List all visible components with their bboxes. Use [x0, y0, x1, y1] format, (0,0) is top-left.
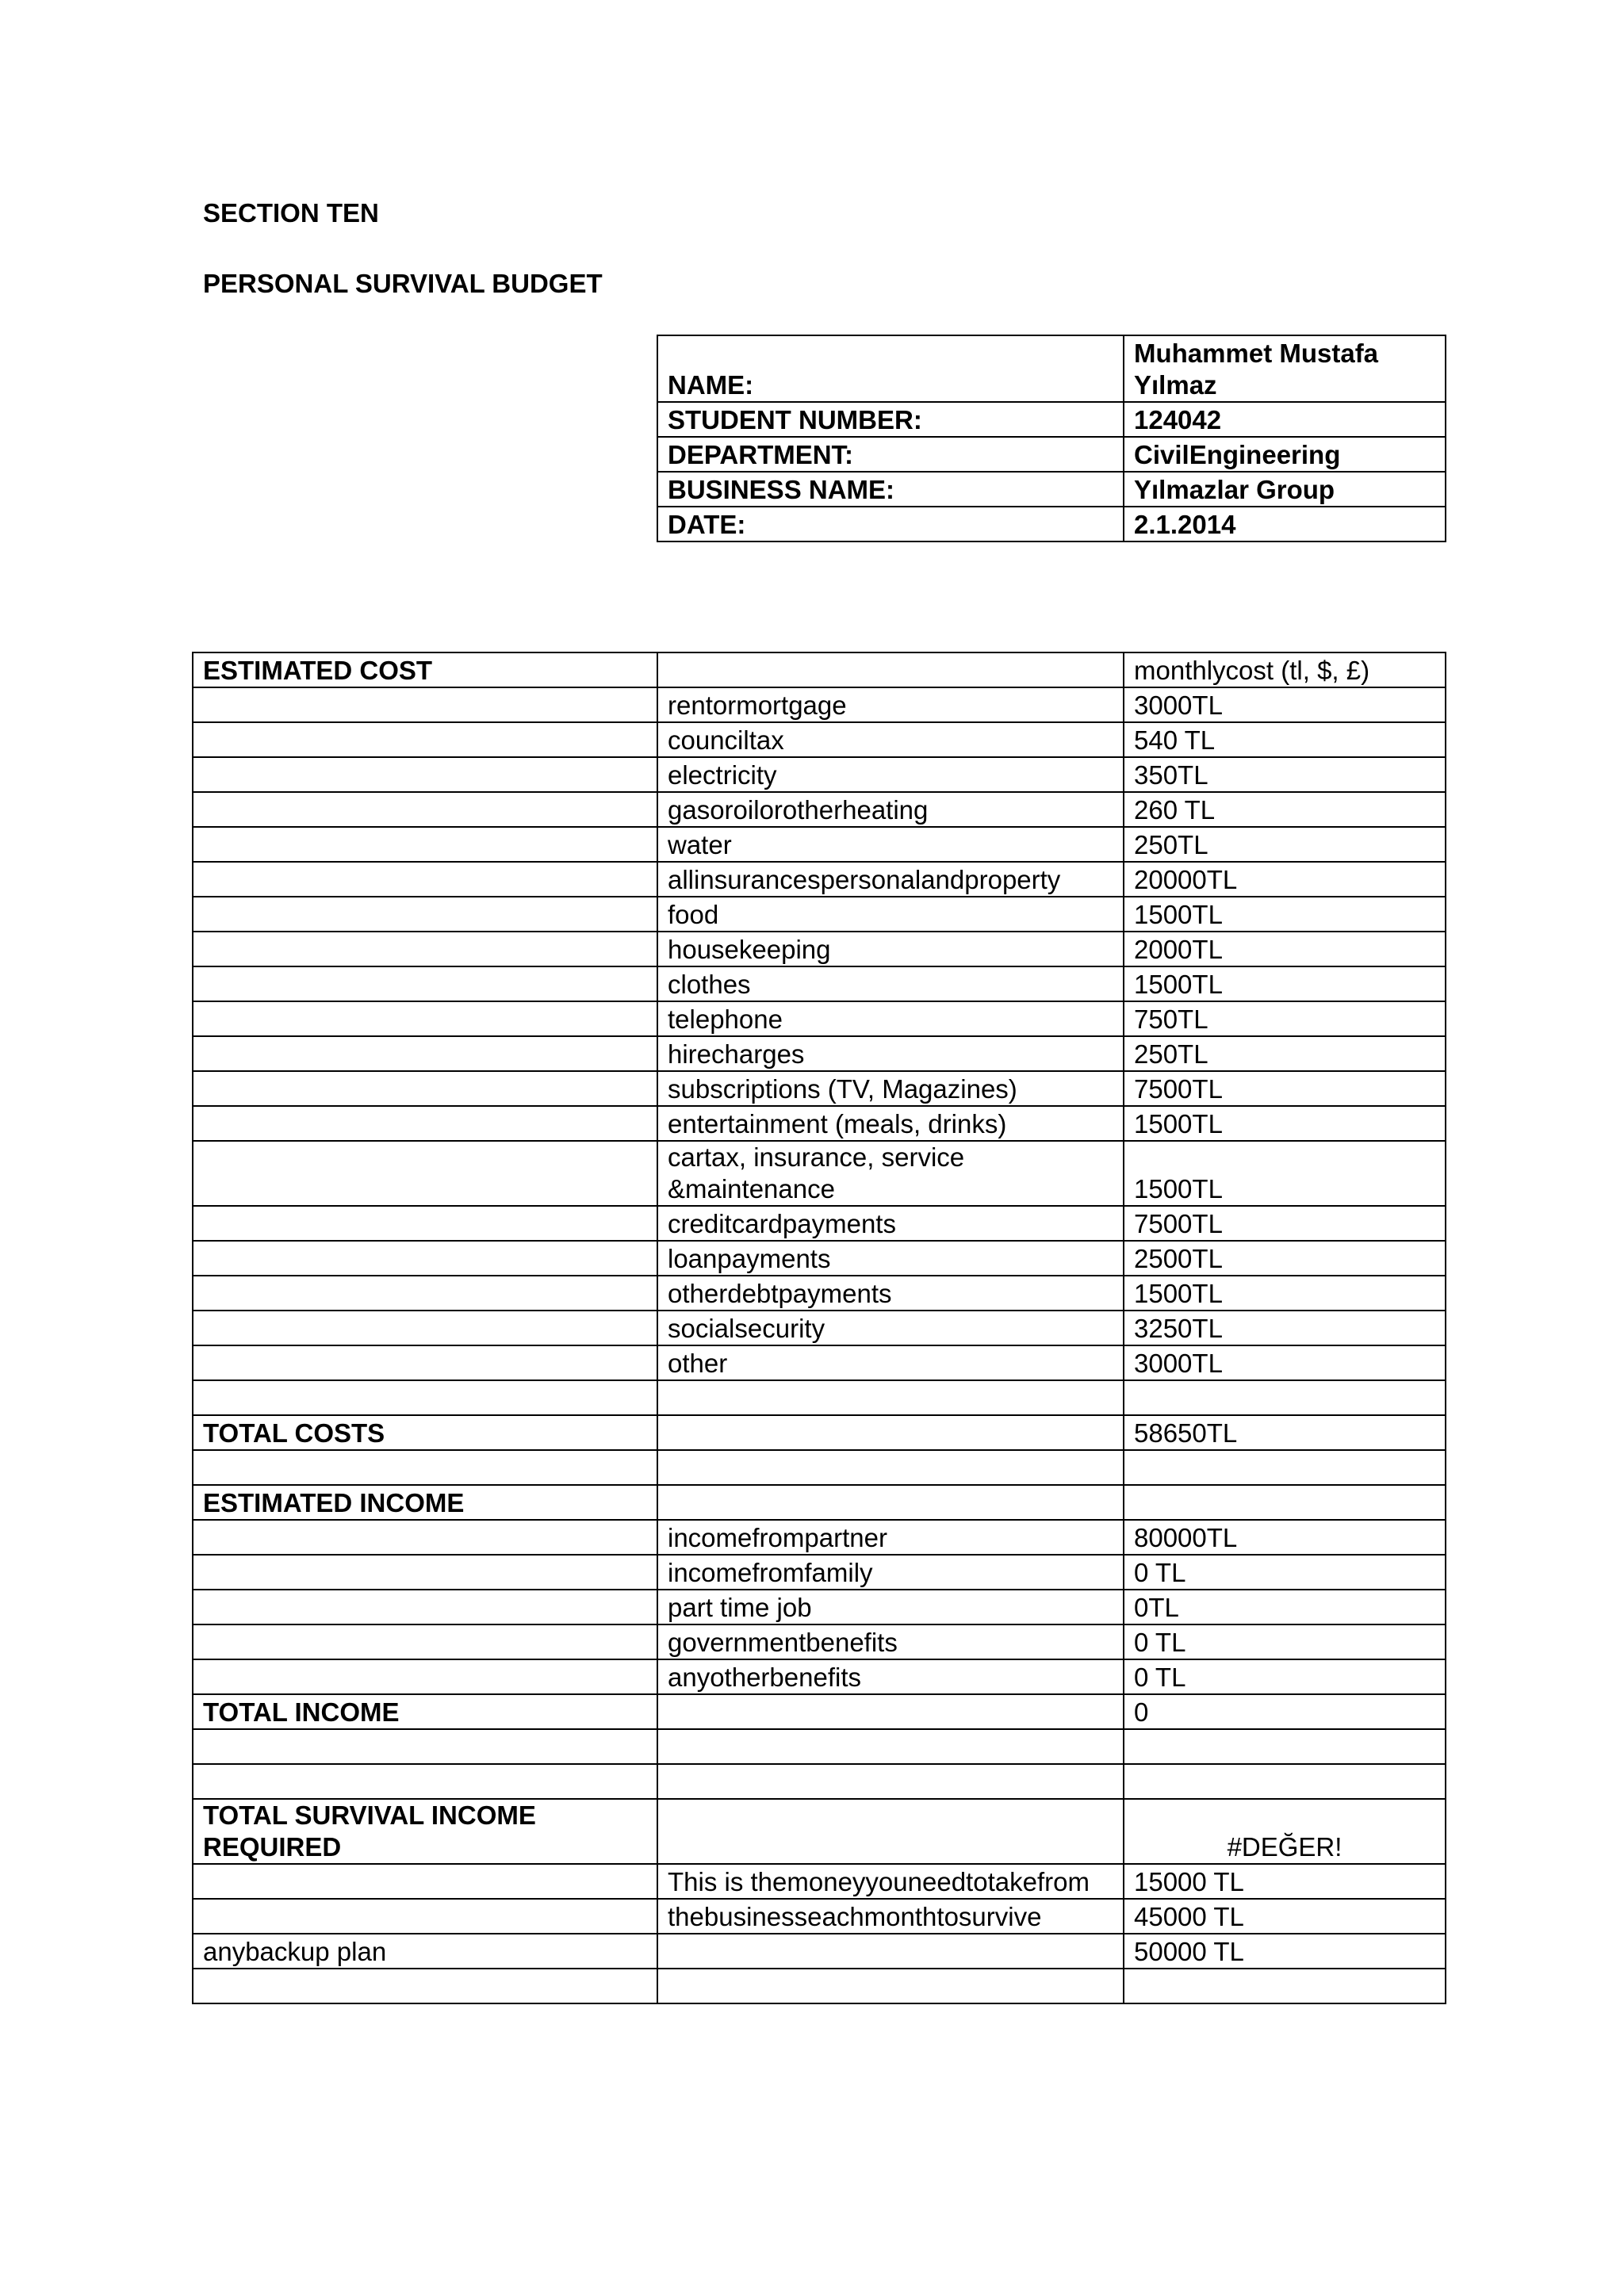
empty-cell [657, 1799, 1124, 1864]
table-row [193, 966, 1446, 1001]
empty-cell [193, 1206, 657, 1241]
empty-cell [193, 1624, 657, 1659]
table-row [193, 932, 1446, 966]
empty-cell [657, 1764, 1124, 1799]
empty-cell [193, 1555, 657, 1590]
empty-cell [193, 1729, 657, 1764]
info-value: Yılmazlar Group [1124, 472, 1446, 507]
table-row [193, 1659, 1446, 1694]
item-amount: 3000TL [1124, 687, 1446, 722]
empty-cell [1124, 1969, 1446, 2003]
info-value: 124042 [1124, 402, 1446, 437]
item-amount: 1500TL [1124, 1106, 1446, 1141]
item-label: incomefrompartner [657, 1520, 1124, 1555]
empty-cell [657, 1380, 1124, 1415]
item-label: anybackup plan [193, 1934, 657, 1969]
table-row [193, 1241, 1446, 1276]
table-row [193, 827, 1446, 862]
empty-cell [657, 1694, 1124, 1729]
empty-cell [193, 1864, 657, 1899]
table-row [193, 897, 1446, 932]
item-label: counciltax [657, 722, 1124, 757]
item-amount: 750TL [1124, 1001, 1446, 1036]
item-amount: 0 TL [1124, 1659, 1446, 1694]
table-row [193, 1380, 1446, 1415]
empty-cell [193, 1764, 657, 1799]
item-label: entertainment (meals, drinks) [657, 1106, 1124, 1141]
empty-cell [657, 652, 1124, 687]
section-label: TOTAL INCOME [193, 1694, 657, 1729]
item-label: electricity [657, 757, 1124, 792]
item-label: anyotherbenefits [657, 1659, 1124, 1694]
empty-cell [193, 1241, 657, 1276]
table-row [193, 1036, 1446, 1071]
table-row [193, 1071, 1446, 1106]
item-label: other [657, 1345, 1124, 1380]
item-label: water [657, 827, 1124, 862]
item-amount: 1500TL [1124, 966, 1446, 1001]
item-amount: 15000 TL [1124, 1864, 1446, 1899]
info-label: NAME: [657, 335, 1124, 402]
item-label: governmentbenefits [657, 1624, 1124, 1659]
empty-cell [1124, 1485, 1446, 1520]
item-amount: 0 TL [1124, 1555, 1446, 1590]
empty-cell [657, 1415, 1124, 1450]
empty-cell [193, 757, 657, 792]
item-label: cartax, insurance, service &maintenance [657, 1141, 1124, 1206]
item-amount: 45000 TL [1124, 1899, 1446, 1934]
item-label: otherdebtpayments [657, 1276, 1124, 1311]
empty-cell [657, 1485, 1124, 1520]
item-label: incomefromfamily [657, 1555, 1124, 1590]
item-amount: 2500TL [1124, 1241, 1446, 1276]
info-row [657, 472, 1446, 507]
empty-cell [193, 1345, 657, 1380]
empty-cell [1124, 1380, 1446, 1415]
empty-cell [193, 1001, 657, 1036]
table-row [193, 1590, 1446, 1624]
table-row [193, 792, 1446, 827]
item-amount: 7500TL [1124, 1071, 1446, 1106]
item-label: part time job [657, 1590, 1124, 1624]
item-amount: 0 [1124, 1694, 1446, 1729]
empty-cell [193, 897, 657, 932]
empty-cell [193, 1659, 657, 1694]
survival-row [193, 1799, 1446, 1864]
table-row [193, 1206, 1446, 1241]
item-label: telephone [657, 1001, 1124, 1036]
table-row [193, 1276, 1446, 1311]
table-row [193, 1555, 1446, 1590]
item-amount: 1500TL [1124, 897, 1446, 932]
empty-cell [193, 1106, 657, 1141]
empty-cell [193, 862, 657, 897]
item-amount: 20000TL [1124, 862, 1446, 897]
empty-cell [193, 932, 657, 966]
info-value: CivilEngineering [1124, 437, 1446, 472]
item-amount: #DEĞER! [1124, 1799, 1446, 1864]
document-title: PERSONAL SURVIVAL BUDGET [203, 269, 603, 298]
backup-row [193, 1934, 1446, 1969]
table-row [193, 687, 1446, 722]
item-label: thebusinesseachmonthtosurvive [657, 1899, 1124, 1934]
item-label: This is themoneyyouneedtotakefrom [657, 1864, 1124, 1899]
empty-cell [1124, 1450, 1446, 1485]
table-row [193, 1969, 1446, 2003]
item-amount: 80000TL [1124, 1520, 1446, 1555]
table-row [193, 757, 1446, 792]
item-amount: 1500TL [1124, 1141, 1446, 1206]
budget-header-row [193, 652, 1446, 687]
info-row [657, 335, 1446, 402]
item-label: creditcardpayments [657, 1206, 1124, 1241]
table-row [193, 722, 1446, 757]
table-row [193, 1141, 1446, 1206]
item-amount: 250TL [1124, 1036, 1446, 1071]
info-label: DATE: [657, 507, 1124, 541]
item-amount: 1500TL [1124, 1276, 1446, 1311]
table-row [193, 1345, 1446, 1380]
column-header: monthlycost (tl, $, £) [1124, 652, 1446, 687]
total-income-row [193, 1694, 1446, 1729]
item-label: clothes [657, 966, 1124, 1001]
item-label: subscriptions (TV, Magazines) [657, 1071, 1124, 1106]
table-row [193, 862, 1446, 897]
info-value: Muhammet Mustafa Yılmaz [1124, 335, 1446, 402]
item-label: gasoroilorotherheating [657, 792, 1124, 827]
info-row [657, 402, 1446, 437]
item-amount: 3250TL [1124, 1311, 1446, 1345]
table-row [193, 1624, 1446, 1659]
item-amount: 0TL [1124, 1590, 1446, 1624]
info-value: 2.1.2014 [1124, 507, 1446, 541]
item-amount: 540 TL [1124, 722, 1446, 757]
item-label: loanpayments [657, 1241, 1124, 1276]
item-amount: 0 TL [1124, 1624, 1446, 1659]
item-label: food [657, 897, 1124, 932]
info-label: DEPARTMENT: [657, 437, 1124, 472]
empty-cell [657, 1450, 1124, 1485]
empty-cell [1124, 1764, 1446, 1799]
empty-cell [193, 1380, 657, 1415]
info-row [657, 437, 1446, 472]
section-label: TOTAL COSTS [193, 1415, 657, 1450]
total-costs-row [193, 1415, 1446, 1450]
item-label: housekeeping [657, 932, 1124, 966]
item-label: socialsecurity [657, 1311, 1124, 1345]
info-label: STUDENT NUMBER: [657, 402, 1124, 437]
section-title: SECTION TEN [203, 198, 379, 228]
empty-cell [193, 1311, 657, 1345]
item-amount: 260 TL [1124, 792, 1446, 827]
empty-cell [193, 722, 657, 757]
empty-cell [193, 1450, 657, 1485]
item-amount: 350TL [1124, 757, 1446, 792]
item-amount: 3000TL [1124, 1345, 1446, 1380]
empty-cell [193, 1520, 657, 1555]
empty-cell [657, 1934, 1124, 1969]
empty-cell [193, 1141, 657, 1206]
empty-cell [657, 1969, 1124, 2003]
empty-cell [193, 1899, 657, 1934]
empty-cell [193, 1590, 657, 1624]
empty-cell [193, 792, 657, 827]
table-row [193, 1729, 1446, 1764]
item-label: allinsurancespersonalandproperty [657, 862, 1124, 897]
table-row [193, 1106, 1446, 1141]
table-row [193, 1311, 1446, 1345]
item-amount: 2000TL [1124, 932, 1446, 966]
empty-cell [193, 687, 657, 722]
section-label: TOTAL SURVIVAL INCOME REQUIRED [193, 1799, 657, 1864]
section-label: ESTIMATED INCOME [193, 1485, 657, 1520]
empty-cell [193, 1071, 657, 1106]
empty-cell [193, 827, 657, 862]
table-row [193, 1001, 1446, 1036]
empty-cell [193, 1036, 657, 1071]
section-label: ESTIMATED COST [193, 652, 657, 687]
item-label: hirecharges [657, 1036, 1124, 1071]
empty-cell [1124, 1729, 1446, 1764]
item-amount: 50000 TL [1124, 1934, 1446, 1969]
item-label: rentormortgage [657, 687, 1124, 722]
table-row [193, 1764, 1446, 1799]
table-row [193, 1520, 1446, 1555]
info-row [657, 507, 1446, 541]
table-row [193, 1864, 1446, 1899]
empty-cell [193, 1969, 657, 2003]
student-info-table [657, 335, 1446, 542]
item-amount: 250TL [1124, 827, 1446, 862]
item-amount: 7500TL [1124, 1206, 1446, 1241]
table-row [193, 1450, 1446, 1485]
empty-cell [657, 1729, 1124, 1764]
info-label: BUSINESS NAME: [657, 472, 1124, 507]
empty-cell [193, 1276, 657, 1311]
table-row [193, 1899, 1446, 1934]
empty-cell [193, 966, 657, 1001]
income-header-row [193, 1485, 1446, 1520]
item-amount: 58650TL [1124, 1415, 1446, 1450]
budget-table [192, 652, 1446, 2004]
